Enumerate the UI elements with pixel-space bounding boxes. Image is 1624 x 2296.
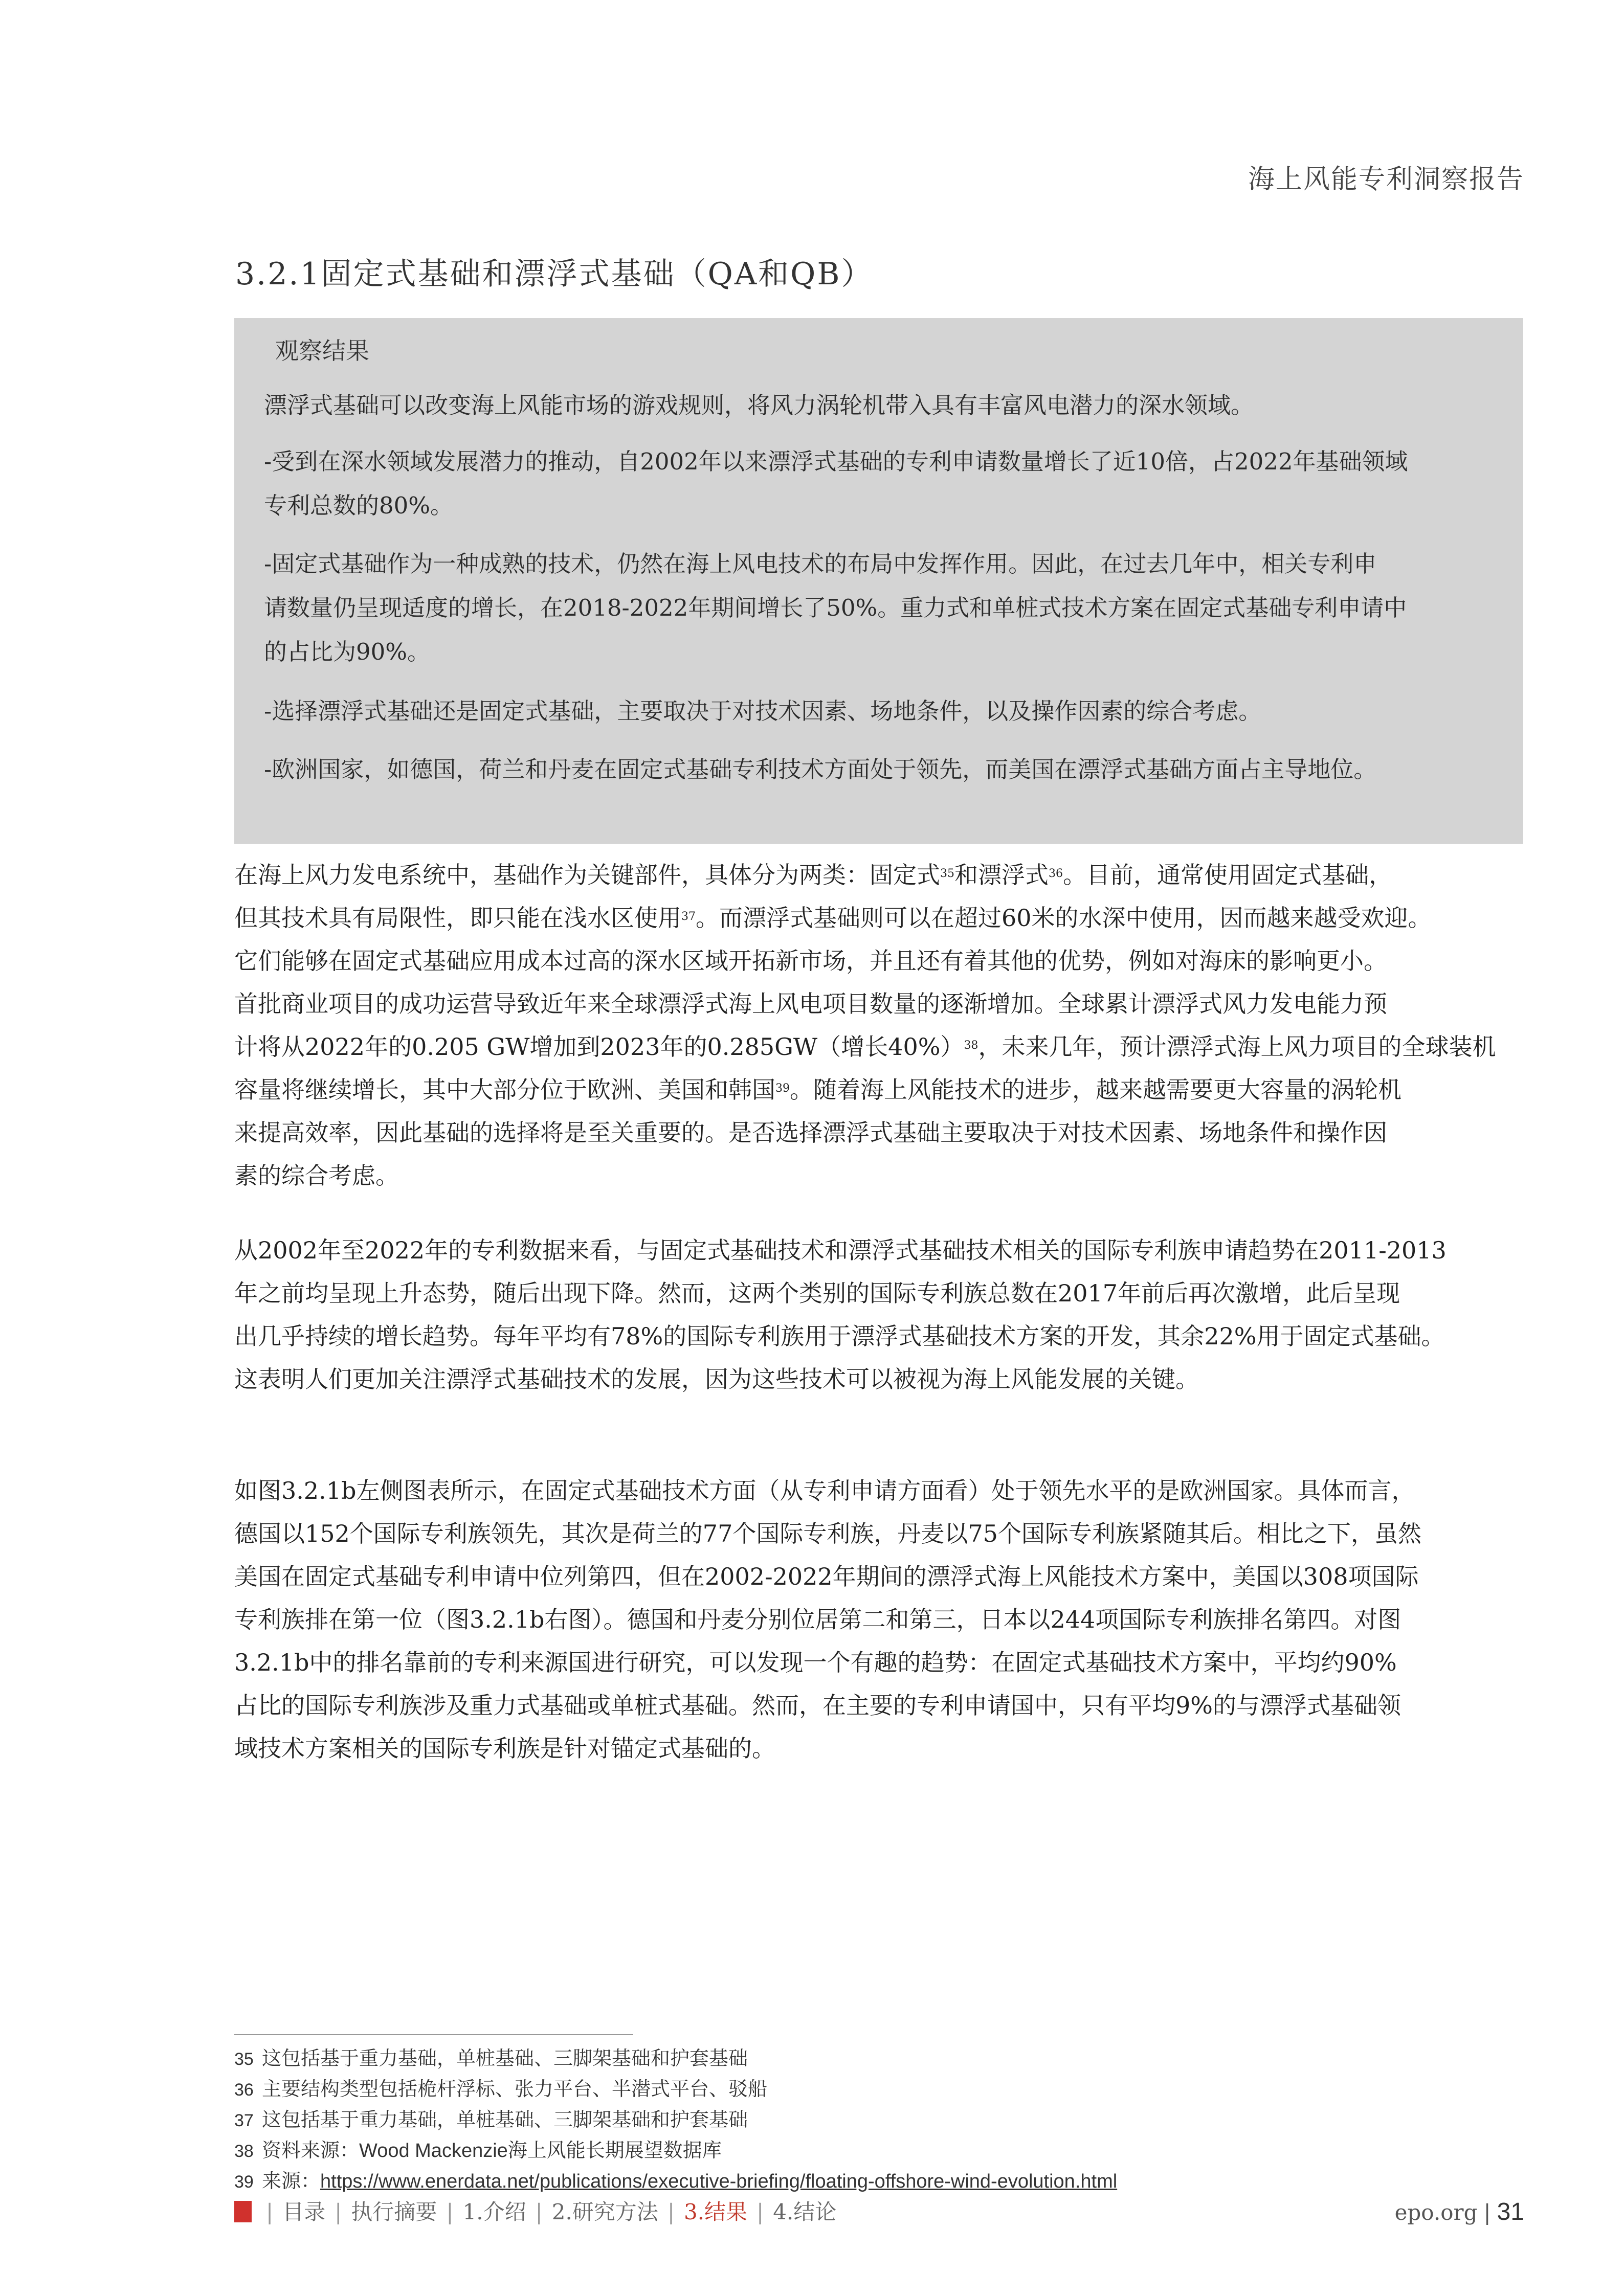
nav-link-introduction[interactable]: 1.介绍 bbox=[462, 2199, 526, 2224]
section-heading: 3.2.1固定式基础和漂浮式基础（QA和QB） bbox=[235, 256, 874, 292]
footer-page-info bbox=[1395, 2197, 1524, 2227]
footnote: 36 主要结构类型包括桅杆浮标、张力平台、半潜式平台、驳船 bbox=[234, 2078, 768, 2100]
nav-separator: | bbox=[446, 2199, 454, 2224]
observation-item: 专利总数的80%。 bbox=[264, 492, 454, 519]
paragraph-patent-trends: 从2002年至2022年的专利数据来看，与固定式基础技术和漂浮式基础技术相关的国际专利族申请趋势在2011-2013 年之前均呈现上升态势，随后出现下降。然而，这两个类别的国际专利族总数在2017年前后再次激增，此后呈现 出几乎持续的增长趋势。每年平均有78%的国际专利族用于漂浮式基础技术方案的开发，其余22%用于固定式基础。 这表明人们更加关注漂浮式基础技术的发展，因为这些技术可以被视为海上风能发展的关键。 bbox=[234, 1236, 1447, 1393]
footnote-ref[interactable]: 38 bbox=[964, 1039, 978, 1052]
footnote-ref[interactable]: 36 bbox=[1049, 867, 1063, 880]
footer-separator: | bbox=[1483, 2200, 1491, 2225]
observation-item: -欧洲国家，如德国，荷兰和丹麦在固定式基础专利技术方面处于领先，而美国在漂浮式基础方面占主导地位。 bbox=[264, 756, 1377, 783]
footnotes bbox=[234, 2043, 1117, 2196]
nav-link-contents[interactable]: 目录 bbox=[282, 2199, 326, 2224]
nav-link-methodology[interactable]: 2.研究方法 bbox=[551, 2199, 658, 2224]
nav-separator: | bbox=[757, 2199, 764, 2224]
nav-separator: | bbox=[535, 2199, 543, 2224]
observation-item: -受到在深水领域发展潜力的推动，自2002年以来漂浮式基础的专利申请数量增长了近10倍，占2022年基础领域 bbox=[264, 448, 1408, 475]
observation-item: 漂浮式基础可以改变海上风能市场的游戏规则，将风力涡轮机带入具有丰富风电潜力的深水领域。 bbox=[264, 392, 1254, 419]
observations-title: 观察结果 bbox=[275, 337, 369, 365]
footnote-ref[interactable]: 39 bbox=[775, 1082, 790, 1095]
nav-link-executive-summary[interactable]: 执行摘要 bbox=[351, 2199, 437, 2224]
nav-link-conclusion[interactable]: 4.结论 bbox=[773, 2199, 837, 2224]
report-header-title: 海上风能专利洞察报告 bbox=[1248, 164, 1524, 195]
observation-item: 的占比为90%。 bbox=[264, 638, 431, 665]
paragraph-foundations-intro: 在海上风力发电系统中，基础作为关键部件，具体分为两类：固定式$^{35}$和漂浮式$^{36}$。目前，通常使用固定式基础， 但其技术具有局限性，即只能在浅水区使用$^{37}$。而漂浮式基础则可以在超过60米的水深中使用，因而越来越受欢迎。 它们能够在固定式基础应用成本过高的深水区域开拓新市场，并且还有着其他的优势，例如对海床的影响更小。 首批商业项目的成功运营导致近年来全球漂浮式海上风电项目数量的逐渐增加。全球累计漂浮式风力发电能力预 计将从2022年的0.205 GW增加到2023年的0.285GW（增长40%）$^{38}$，未来几年，预计漂浮式海上风力项目的全球装机 容量将继续增长，其中大部分位于欧洲、美国和韩国$^{39}$。随着海上风能技术的进步，越来越需要更大容量的涡轮机 来提高效率，因此基础的选择将是至关重要的。是否选择漂浮式基础主要取决于对技术因素、场地条件和操作因 素的综合考虑。 bbox=[234, 861, 1496, 1189]
footnote: 39 来源：https://www.enerdata.net/publications/executive-briefing/floating-offshore-wind-evolution.html bbox=[234, 2170, 1118, 2192]
footnote-ref[interactable]: 37 bbox=[681, 910, 696, 923]
footnote-ref[interactable]: 35 bbox=[940, 867, 954, 880]
footnote-divider bbox=[234, 2034, 633, 2035]
footnote: 38 资料来源：Wood Mackenzie海上风能长期展望数据库 bbox=[234, 2139, 722, 2162]
observation-item: -选择漂浮式基础还是固定式基础，主要取决于对技术因素、场地条件，以及操作因素的综合考虑。 bbox=[264, 697, 1262, 725]
nav-separator: | bbox=[335, 2199, 342, 2224]
observation-item: -固定式基础作为一种成熟的技术，仍然在海上风电技术的布局中发挥作用。因此，在过去几年中，相关专利申 bbox=[264, 550, 1377, 577]
footer-navigation bbox=[234, 2197, 836, 2227]
footnote: 37 这包括基于重力基础，单桩基础、三脚架基础和护套基础 bbox=[234, 2108, 748, 2131]
site-link[interactable]: epo.org bbox=[1394, 2200, 1478, 2225]
nav-separator: | bbox=[667, 2199, 675, 2224]
epo-logo-icon bbox=[234, 2201, 252, 2222]
page-number: 31 bbox=[1497, 2198, 1524, 2225]
footnote: 35 这包括基于重力基础，单桩基础、三脚架基础和护套基础 bbox=[234, 2047, 748, 2069]
footnote-source-link[interactable]: https://www.enerdata.net/publications/executive-briefing/floating-offshore-wind-evolution.html bbox=[320, 2171, 1118, 2192]
nav-separator: | bbox=[266, 2199, 274, 2224]
observations-box bbox=[234, 318, 1523, 844]
paragraph-country-ranking: 如图3.2.1b左侧图表所示，在固定式基础技术方面（从专利申请方面看）处于领先水平的是欧洲国家。具体而言， 德国以152个国际专利族领先，其次是荷兰的77个国际专利族，丹麦以75个国际专利族紧随其后。相比之下，虽然 美国在固定式基础专利申请中位列第四，但在2002-2022年期间的漂浮式海上风能技术方案中，美国以308项国际 专利族排在第一位（图3.2.1b右图）。德国和丹麦分别位居第二和第三，日本以244项国际专利族排名第四。对图 3.2.1b中的排名靠前的专利来源国进行研究，可以发现一个有趣的趋势：在固定式基础技术方案中，平均约90% 占比的国际专利族涉及重力式基础或单桩式基础。然而，在主要的专利申请国中，只有平均9%的与漂浮式基础领 域技术方案相关的国际专利族是针对锚定式基础的。 bbox=[234, 1477, 1421, 1762]
observation-item: 请数量仍呈现适度的增长，在2018-2022年期间增长了50%。重力式和单桩式技术方案在固定式基础专利申请中 bbox=[264, 594, 1407, 621]
nav-link-results[interactable]: 3.结果 bbox=[683, 2199, 748, 2224]
